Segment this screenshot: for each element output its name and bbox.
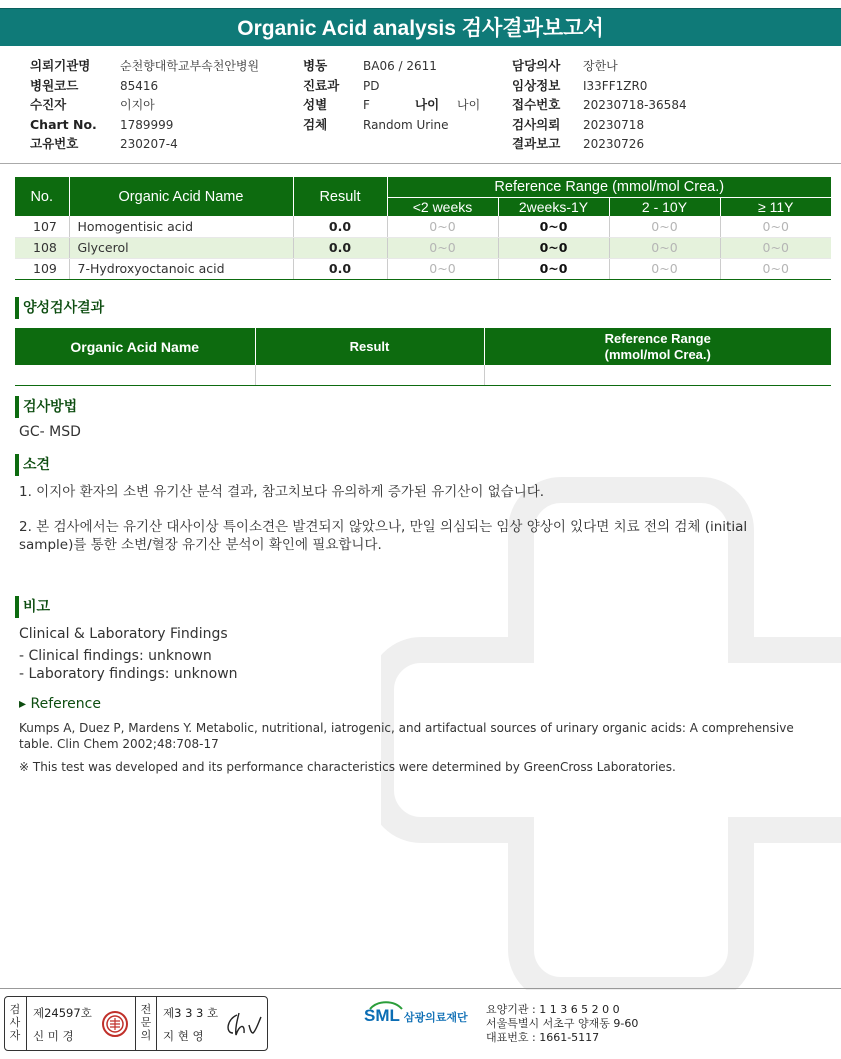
info-label: 검체 [303,116,328,132]
table-row [15,258,831,279]
divider [135,997,136,1050]
table-row [15,216,831,237]
cell-name: Homogentisic acid [69,216,293,237]
signature-box [4,996,268,1051]
cell-range: 0~0 [387,216,498,237]
info-label: 담당의사 [512,58,561,73]
method-heading: 검사방법 [15,396,77,418]
cell-range: 0~0 [720,258,831,279]
remarks-heading: 비고 [15,596,50,618]
cell-range: 0~0 [498,237,609,258]
findings-paragraph-2: 2. 본 검사에서는 유기산 대사이상 특이소견은 발견되지 않았으나, 만일 의심되는 임상 양상이 있다면 치료 전의 검체 (initial sample)를 통한 소변/혈장 유기산 분석이 확인에 필요합니다. [19,519,748,553]
header-range-2-10y: 2 - 10Y [609,197,720,216]
header-result: Result [255,328,484,365]
findings-paragraph-1: 1. 이지아 환자의 소변 유기산 분석 결과, 참고치보다 유의하게 증가된 유기산이 없습니다. [19,484,545,500]
development-note: ※ This test was developed and its performance characteristics were determined by GreenCross Laboratories. [19,760,676,774]
examiner-name: 신 미 경 [33,1029,74,1043]
cell-name: 7-Hydroxyoctanoic acid [69,258,293,279]
info-value: Random Urine [363,117,449,132]
cell-no: 107 [15,216,69,237]
info-col-1 [30,56,259,154]
cell-empty [484,365,831,385]
divider [0,163,841,164]
organization-name: 삼광의료재단 [403,1011,468,1024]
age-value: 나이 [457,98,481,112]
findings-heading: 소견 [15,454,50,476]
phone-number: 대표번호 : 1661-5117 [486,1031,600,1044]
info-label: 접수번호 [512,97,561,112]
divider [156,997,157,1050]
cell-empty [255,365,484,385]
info-label: 의뢰기관명 [30,58,91,73]
age-label: 나이 [415,97,440,112]
info-value: 1789999 [120,117,174,132]
facility-code: 요양기관 : 1 1 3 6 5 2 0 0 [486,1003,620,1016]
info-value: 장한나 [583,59,618,73]
info-label: 병동 [303,58,328,73]
info-col-2 [303,56,480,134]
doctor-label: 전문의 [140,1003,152,1042]
sml-logo-text: SML [364,1006,400,1025]
divider [26,997,27,1050]
contact-info [486,1003,638,1045]
cell-result: 0.0 [293,258,387,279]
cell-range: 0~0 [609,237,720,258]
info-label: 수진자 [30,97,67,112]
info-value: 20230718-36584 [583,98,687,112]
cell-range: 0~0 [720,216,831,237]
organic-acid-table [15,177,831,280]
info-label: 검사의뢰 [512,116,561,132]
header-range-under-2w: <2 weeks [387,197,498,216]
info-value: 순천향대학교부속천안병원 [120,59,260,73]
cell-name: Glycerol [69,237,293,258]
signature-icon [223,1011,263,1039]
examiner-number: 제24597호 [33,1006,92,1020]
cell-range: 0~0 [387,258,498,279]
info-value: 20230718 [583,117,645,132]
header-reference-range [484,328,831,365]
info-value: 230207-4 [120,137,178,151]
info-col-3 [512,56,687,154]
reference-label: ▸ Reference [19,696,101,712]
doctor-name: 지 현 영 [163,1029,204,1043]
header-range-2w-1y: 2weeks-1Y [498,197,609,216]
cell-result: 0.0 [293,216,387,237]
info-value: BA06 / 2611 [363,59,437,73]
positive-results-heading: 양성검사결과 [15,297,104,319]
info-label: 진료과 [303,77,340,93]
header-name: Organic Acid Name [69,177,293,216]
header-result: Result [293,177,387,216]
cell-range: 0~0 [609,216,720,237]
examiner-label: 검사자 [9,1003,21,1042]
info-value: I33FF1ZR0 [583,78,648,93]
remarks-line-1: Clinical & Laboratory Findings [19,626,228,642]
patient-info [0,56,841,156]
header-reference-range: Reference Range (mmol/mol Crea.) [387,177,831,197]
remarks-line-3: - Laboratory findings: unknown [19,666,238,682]
cell-range: 0~0 [498,258,609,279]
header-no: No. [15,177,69,216]
cell-empty [15,365,255,385]
info-label: 임상정보 [512,77,561,93]
reference-citation: Kumps A, Duez P, Mardens Y. Metabolic, nutritional, iatrogenic, and artifactual sources of urinary organic acids: A comprehensive table. Clin Chem 2002;48:708-17 [19,721,794,751]
info-label: Chart No. [30,116,97,132]
cell-range: 0~0 [498,216,609,237]
table-row [15,365,831,385]
footer-divider [0,988,841,989]
header-name: Organic Acid Name [15,328,255,365]
info-value: 이지아 [120,98,155,112]
info-label: 고유번호 [30,136,79,151]
info-label: 성별 [303,97,328,112]
header-reference-range-line1: Reference Range [604,330,711,346]
cell-range: 0~0 [609,258,720,279]
cell-no: 108 [15,237,69,258]
cell-result: 0.0 [293,237,387,258]
cell-no: 109 [15,258,69,279]
info-value: F [363,98,370,112]
header-range-11y: ≥ 11Y [720,197,831,216]
cell-range: 0~0 [387,237,498,258]
cell-range: 0~0 [720,237,831,258]
report-title: Organic Acid analysis 검사결과보고서 [0,8,841,46]
remarks-line-2: - Clinical findings: unknown [19,648,212,664]
info-value: PD [363,78,380,93]
header-reference-range-line2: (mmol/mol Crea.) [604,346,711,362]
info-label: 병원코드 [30,77,79,93]
logo-arc-icon [368,1000,404,1010]
table-row [15,237,831,258]
address: 서울특별시 서초구 양재동 9-60 [486,1017,639,1030]
info-label: 결과보고 [512,136,561,151]
info-value: 20230726 [583,137,645,151]
positive-results-table [15,328,831,386]
seal-stamp-icon [101,1010,129,1038]
info-value: 85416 [120,78,159,93]
doctor-number: 제3 3 3 호 [163,1006,219,1020]
method-text: GC- MSD [19,424,81,440]
